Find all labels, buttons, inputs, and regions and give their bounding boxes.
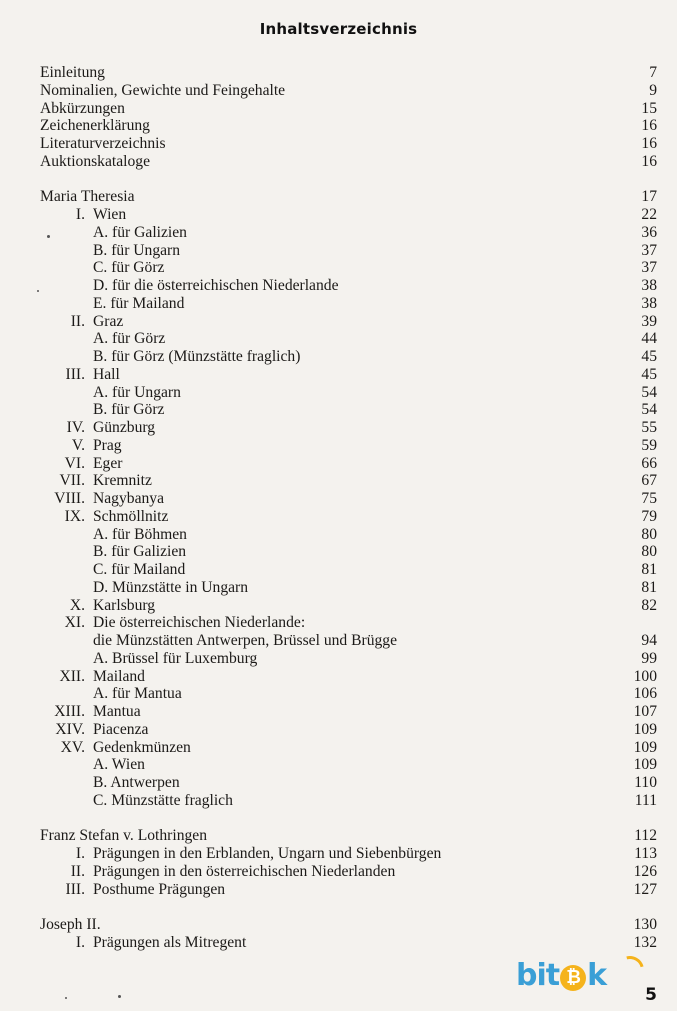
page-number: 5 [645, 985, 657, 1005]
toc-entry-page: 37 [641, 241, 657, 259]
toc-entry-title: Eger [93, 454, 123, 472]
toc-entry-numeral: II. [70, 312, 85, 330]
toc-entry-title: Günzburg [93, 419, 156, 436]
toc-entry[interactable] [0, 916, 677, 934]
toc-entry[interactable] [0, 685, 677, 703]
toc-entry-numeral: I. [75, 933, 85, 951]
toc-entry-title: B. für Galizien [93, 543, 187, 561]
toc-entry-title: A. für Galizien [93, 223, 187, 241]
toc-entry-numeral: II. [70, 862, 85, 880]
paper-speck [65, 997, 67, 999]
toc-entry[interactable] [0, 774, 677, 792]
toc-entry-title: B. für Görz [93, 401, 165, 419]
toc-entry-page: 109 [633, 738, 657, 756]
watermark-logo [516, 958, 606, 998]
toc-entry[interactable] [0, 64, 677, 82]
toc-entry-title: Nagybanya [93, 490, 165, 507]
toc-entry-page: 54 [641, 383, 657, 401]
toc-entry-title: A. Wien [93, 756, 145, 774]
toc-entry-page: 82 [641, 596, 657, 614]
toc-entry-page: 112 [634, 827, 657, 845]
toc-entry-numeral: XI. [64, 614, 85, 632]
toc-entry[interactable] [0, 827, 677, 845]
toc-entry-title: Prägungen in den österreichischen Niederlanden [93, 862, 396, 880]
toc-entry-page: 9 [649, 81, 657, 99]
toc-entry[interactable] [0, 277, 677, 295]
toc-entry-page: 113 [634, 845, 657, 862]
paper-speck [47, 235, 50, 238]
toc-entry-page: 45 [641, 348, 657, 365]
toc-entry[interactable] [0, 135, 677, 153]
toc-entry-numeral: VII. [59, 472, 85, 490]
toc-entry-page: 7 [649, 64, 657, 81]
toc-entry-page: 127 [633, 880, 657, 898]
toc-entry-page: 79 [641, 507, 657, 525]
toc-entry[interactable] [0, 330, 677, 348]
toc-entry-page: 81 [641, 578, 657, 596]
toc-entry-numeral: VI. [64, 454, 85, 472]
toc-entry-numeral: III. [65, 365, 85, 383]
toc-entry-page: 111 [634, 791, 657, 809]
toc-entry[interactable] [0, 881, 677, 899]
toc-entry[interactable] [0, 721, 677, 739]
toc-entry-page: 81 [641, 561, 657, 578]
toc-entry-page: 16 [641, 117, 657, 135]
toc-entry-numeral: I. [75, 206, 85, 223]
toc-entry[interactable] [0, 792, 677, 810]
toc-entry-title: C. für Görz [93, 259, 165, 277]
toc-entry-page: 80 [641, 525, 657, 543]
toc-entry[interactable] [0, 242, 677, 260]
toc-entry-title: Maria Theresia [40, 188, 135, 206]
toc-entry[interactable] [0, 934, 677, 952]
toc-entry-page: 107 [633, 703, 657, 720]
toc-entry-numeral: V. [71, 436, 85, 454]
toc-entry[interactable] [0, 348, 677, 366]
toc-entry-page: 126 [633, 862, 657, 880]
toc-entry[interactable] [0, 668, 677, 686]
toc-entry-numeral: IX. [64, 507, 85, 525]
toc-entry[interactable] [0, 259, 677, 277]
toc-entry[interactable] [0, 455, 677, 473]
toc-entry-title: A. Brüssel für Luxemburg [93, 649, 258, 667]
toc-entry-title: B. für Görz (Münzstätte fraglich) [93, 348, 301, 365]
section-gap [0, 810, 677, 828]
toc-entry-title: Graz [93, 312, 124, 330]
toc-entry[interactable] [0, 206, 677, 224]
paper-speck [118, 995, 121, 998]
toc-entry-title: D. für die österreichischen Niederlande [93, 277, 339, 294]
toc-entry[interactable] [0, 472, 677, 490]
toc-entry-title: Prägungen in den Erblanden, Ungarn und Siebenbürgen [93, 845, 442, 862]
toc-entry-page: 132 [633, 933, 657, 951]
toc-entry-page: 59 [641, 436, 657, 454]
toc-entry-title: A. für Mantua [93, 685, 182, 703]
toc-entry-title: Mantua [93, 703, 141, 720]
toc-entry-page: 16 [641, 152, 657, 170]
toc-entry-page: 66 [641, 454, 657, 472]
toc-entry[interactable] [0, 224, 677, 242]
toc-entry-page: 67 [641, 472, 657, 490]
toc-entry-numeral: X. [69, 596, 85, 614]
toc-entry-numeral: III. [65, 880, 85, 898]
toc-entry-title: Piacenza [93, 720, 149, 738]
toc-entry-page: 55 [641, 419, 657, 436]
toc-entry-title: Schmöllnitz [93, 507, 169, 525]
toc-entry-page: 16 [641, 135, 657, 152]
toc-entry-title: E. für Mailand [93, 294, 185, 312]
toc-entry-title: Prag [93, 436, 122, 454]
toc-entry[interactable] [0, 650, 677, 668]
toc-entry-title: B. für Ungarn [93, 241, 181, 259]
toc-entry[interactable] [0, 863, 677, 881]
toc-entry-title: Kremnitz [93, 472, 152, 490]
toc-entry-title: Nominalien, Gewichte und Feingehalte [40, 81, 286, 99]
toc-entry[interactable] [0, 508, 677, 526]
toc-entry[interactable] [0, 597, 677, 615]
toc-entry-numeral: XIV. [55, 720, 85, 738]
toc-entry-numeral: XIII. [54, 703, 85, 720]
toc-entry[interactable] [0, 295, 677, 313]
toc-entry-title: Auktionskataloge [40, 152, 151, 170]
toc-entry-title: C. Münzstätte fraglich [93, 791, 233, 809]
toc-entry[interactable] [0, 739, 677, 757]
toc-entry-title: Wien [93, 206, 127, 223]
toc-entry-title: A. für Böhmen [93, 525, 187, 543]
toc-entry[interactable] [0, 526, 677, 544]
toc-entry[interactable] [0, 153, 677, 171]
toc-entry-page: 94 [641, 632, 657, 649]
toc-entry-title: D. Münzstätte in Ungarn [93, 578, 249, 596]
toc-entry-title: Posthume Prägungen [93, 880, 226, 898]
section-gap [0, 171, 677, 189]
toc-entry[interactable] [0, 579, 677, 597]
toc-entry-page: 17 [641, 188, 657, 206]
paper-speck [37, 290, 39, 292]
toc-entry-page: 38 [641, 294, 657, 312]
toc-entry[interactable] [0, 632, 677, 650]
toc-entry-title: Hall [93, 365, 120, 383]
toc-entry-page: 54 [641, 401, 657, 419]
toc-entry[interactable] [0, 82, 677, 100]
toc-entry-numeral: XV. [60, 738, 85, 756]
toc-entry[interactable] [0, 614, 677, 632]
toc-entry-title: Gedenkmünzen [93, 738, 191, 756]
toc-entry-page: 38 [641, 277, 657, 294]
section-gap [0, 898, 677, 916]
toc-entry-title: B. Antwerpen [93, 774, 180, 791]
toc-entry-page: 22 [641, 206, 657, 223]
toc-entry-title: Literaturverzeichnis [40, 135, 166, 152]
bitcoin-coin-icon: ₿ [560, 965, 586, 991]
toc-entry-page: 45 [641, 365, 657, 383]
toc-entry-title: Einleitung [40, 64, 105, 81]
toc-entry-title: C. für Mailand [93, 561, 186, 578]
toc-entry-title: Karlsburg [93, 596, 156, 614]
arc-icon [611, 951, 649, 989]
table-of-contents [0, 64, 677, 952]
toc-entry-page: 44 [641, 330, 657, 348]
toc-entry-title: Zeichenerklärung [40, 117, 150, 135]
toc-entry-title: Franz Stefan v. Lothringen [40, 827, 208, 845]
toc-entry-page: 75 [641, 490, 657, 507]
toc-entry-title: Abkürzungen [40, 99, 125, 117]
toc-entry[interactable] [0, 561, 677, 579]
toc-entry-page: 100 [633, 667, 657, 685]
toc-entry[interactable] [0, 313, 677, 331]
toc-entry-numeral: VIII. [54, 490, 85, 507]
toc-entry[interactable] [0, 188, 677, 206]
toc-entry-numeral: I. [75, 845, 85, 862]
toc-entry-title: Prägungen als Mitregent [93, 933, 247, 951]
toc-entry-numeral: IV. [66, 419, 85, 436]
toc-entry[interactable] [0, 543, 677, 561]
watermark-text-1: bit [516, 958, 560, 993]
toc-entry[interactable] [0, 437, 677, 455]
toc-entry-title: Joseph II. [40, 916, 101, 933]
toc-entry-page: 37 [641, 259, 657, 277]
toc-entry-page: 109 [633, 720, 657, 738]
toc-entry[interactable] [0, 845, 677, 863]
toc-entry[interactable] [0, 490, 677, 508]
toc-entry[interactable] [0, 419, 677, 437]
toc-entry[interactable] [0, 366, 677, 384]
toc-entry-title: die Münzstätten Antwerpen, Brüssel und Brügge [93, 632, 398, 649]
toc-entry[interactable] [0, 756, 677, 774]
toc-entry[interactable] [0, 703, 677, 721]
toc-entry[interactable] [0, 384, 677, 402]
toc-entry-title: Die österreichischen Niederlande: [93, 614, 306, 632]
toc-entry[interactable] [0, 100, 677, 118]
toc-entry-page: 99 [641, 649, 657, 667]
toc-entry-page: 80 [641, 543, 657, 561]
toc-entry-numeral: XII. [59, 667, 85, 685]
toc-entry-title: A. für Ungarn [93, 383, 181, 401]
watermark-text-2: k [587, 958, 607, 993]
page-title: Inhaltsverzeichnis [259, 20, 418, 38]
toc-entry-page: 130 [633, 916, 657, 933]
toc-entry-page: 36 [641, 223, 657, 241]
toc-entry-page: 15 [641, 99, 657, 117]
toc-entry-page: 106 [633, 685, 657, 703]
toc-entry-title: Mailand [93, 667, 145, 685]
toc-entry[interactable] [0, 117, 677, 135]
toc-entry-page: 109 [633, 756, 657, 774]
toc-entry[interactable] [0, 401, 677, 419]
toc-entry-page: 39 [641, 312, 657, 330]
toc-entry-title: A. für Görz [93, 330, 166, 348]
toc-entry-page: 110 [634, 774, 657, 791]
